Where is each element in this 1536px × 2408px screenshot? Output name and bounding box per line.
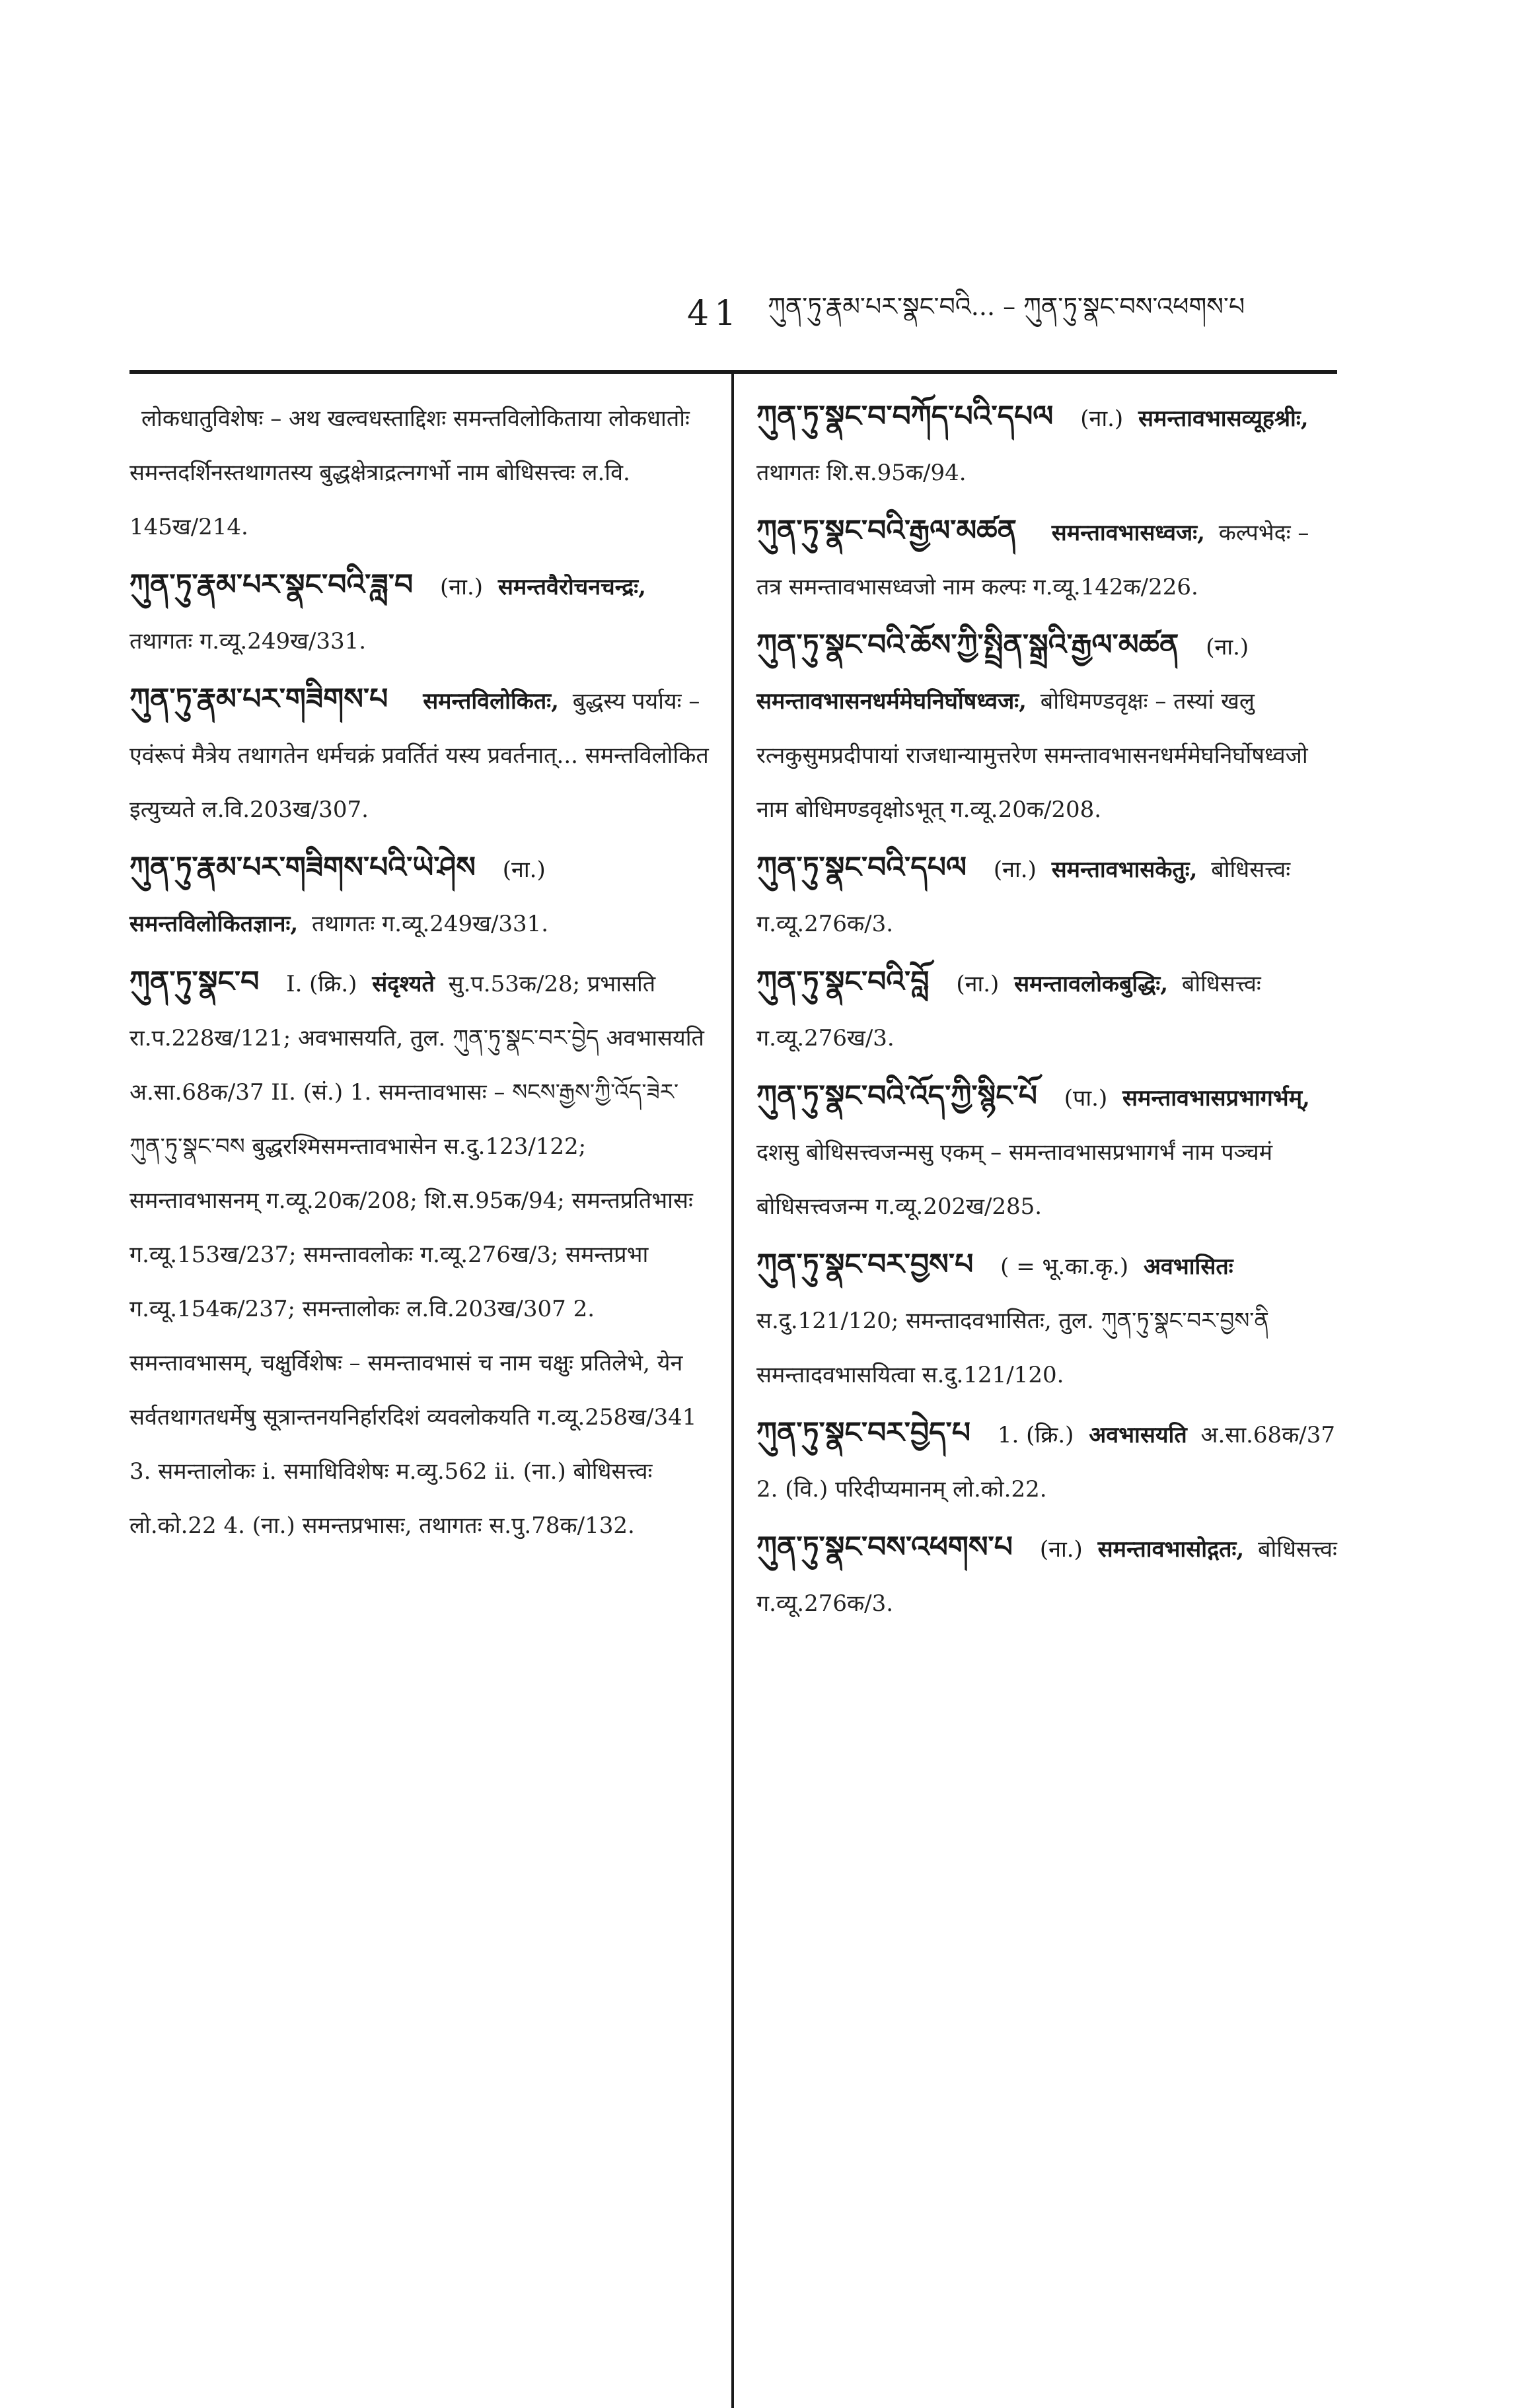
entry-text: बोधिसत्त्वः ग.व्यू.276ख/3. <box>756 971 1261 1051</box>
dictionary-entry <box>129 390 711 554</box>
dictionary-entry <box>756 618 1338 837</box>
entry-tag: I. (क्रि.) <box>286 971 357 997</box>
entry-headword: ཀུན་ཏུ་སྣང་བའི་ཆོས་ཀྱི་སྤྲིན་སྒྲའི་རྒྱལ་མཚན <box>756 628 1179 662</box>
entry-text: बुद्धस्य पर्यायः – एवंरूपं मैत्रेय तथागतेन धर्मचक्रं प्रवर्तितं यस्य प्रवर्तनात्... समन्तविलोकित इत्युच्यते ल.वि.203ख/307. <box>129 688 709 823</box>
entry-text: दशसु बोधिसत्त्वजन्मसु एकम् – समन्तावभासप्रभागर्भं नाम पञ्चमं बोधिसत्त्वजन्म ग.व्यू.202ख/285. <box>756 1139 1273 1220</box>
entry-equivalent: समन्तावभासप्रभागर्भम्, <box>1122 1085 1310 1112</box>
entry-headword: ཀུན་ཏུ་སྣང་བའི་དཔལ <box>756 851 967 884</box>
running-head: ཀུན་ཏུ་རྣམ་པར་སྣང་བའི... – ཀུན་ཏུ་སྣང་བས་འཕགས་པ <box>768 291 1245 321</box>
entry-headword: ཀུན་ཏུ་སྣང་བ་བཀོད་པའི་དཔལ <box>756 400 1054 433</box>
entry-equivalent: संदृश्यते <box>372 971 435 997</box>
entry-headword: ཀུན་ཏུ་སྣང་བ <box>129 965 260 999</box>
entry-text: अ.सा.68क/37 2. (वि.) परिदीप्यमानम् लो.को.22. <box>756 1422 1336 1503</box>
entry-headword: ཀུན་ཏུ་སྣང་བར་བྱེད་པ <box>756 1416 971 1450</box>
entry-equivalent: समन्तावभासनधर्ममेघनिर्घोषध्वजः, <box>756 688 1027 715</box>
entry-tag: (ना.) <box>502 857 546 883</box>
entry-headword: ཀུན་ཏུ་རྣམ་པར་གཟིགས་པ <box>129 682 388 716</box>
entry-text: तथागतः ग.व्यू.249ख/331. <box>129 628 367 655</box>
dictionary-entry <box>756 1520 1338 1631</box>
entry-equivalent: समन्तविलोकितज्ञानः, <box>129 911 299 937</box>
entry-text: सु.प.53क/28; प्रभासति रा.प.228ख/121; अवभासयति, तुल. ཀུན་ཏུ་སྣང་བར་བྱེད अवभासयति अ.सा.68क/37 II. (सं.) 1. समन्तावभासः – སངས་རྒྱས་ཀྱི་འོད་ཟེར་ཀུན་ཏུ་སྣང་བས बुद्धरश्मिसमन्तावभासेन स.दु.123/122; समन्तावभासनम् ग.व्यू.20क/208; शि.स.95क/94; समन्तप्रतिभासः ग.व्यू.153ख/237; समन्तावलोकः ग.व्यू.276ख/3; समन्तप्रभा ग.व्यू.154क/237; समन्तालोकः ल.वि.203ख/307 2. समन्तावभासम्, चक्षुर्विशेषः – समन्तावभासं च नाम चक्षुः प्रतिलेभे, येन सर्वतथागतधर्मेषु सूत्रान्तनयनिर्हारदिशं व्यवलोकयति ग.व्यू.258ख/341 3. समन्तालोकः i. समाधिविशेषः म.व्यु.562 ii. (ना.) बोधिसत्त्वः लो.को.22 4. (ना.) समन्तप्रभासः, तथागतः स.पु.78क/132. <box>129 971 704 1539</box>
entry-equivalent: समन्तविलोकितः, <box>423 688 559 715</box>
entry-tag: (ना.) <box>993 857 1037 883</box>
dictionary-entry <box>756 504 1338 614</box>
dictionary-entry <box>129 841 711 951</box>
entry-text: कल्पभेदः – तत्र समन्तावभासध्वजो नाम कल्पः ग.व्यू.142क/226. <box>756 520 1309 600</box>
column-divider <box>731 374 734 2408</box>
entry-headword: ཀུན་ཏུ་རྣམ་པར་གཟིགས་པའི་ཡེ་ཤེས <box>129 851 476 884</box>
entry-text: बोधिसत्त्वः ग.व्यू.276क/3. <box>756 857 1291 937</box>
entry-tag: (ना.) <box>1206 634 1249 660</box>
running-header <box>687 284 1374 343</box>
dictionary-entry <box>756 1238 1338 1402</box>
right-column <box>756 390 1338 1635</box>
entry-equivalent: अवभासयति <box>1089 1422 1187 1448</box>
entry-tag: (ना.) <box>440 574 484 600</box>
entry-text: स.दु.121/120; समन्तादवभासितः, तुल. ཀུན་ཏུ་སྣང་བར་བྱས་ནི समन्तादवभासयित्वा स.दु.121/120. <box>756 1308 1270 1388</box>
entry-headword: ཀུན་ཏུ་སྣང་བའི་བློ <box>756 965 930 999</box>
entry-tag: (ना.) <box>956 971 1000 997</box>
entry-headword: ཀུན་ཏུ་སྣང་བའི་རྒྱལ་མཚན <box>756 514 1017 548</box>
dictionary-entry <box>129 558 711 668</box>
entry-tag: (ना.) <box>1080 406 1124 432</box>
dictionary-entry <box>756 955 1338 1065</box>
dictionary-entry <box>129 672 711 837</box>
entry-headword: ཀུན་ཏུ་རྣམ་པར་སྣང་བའི་ཟླ་བ <box>129 568 414 602</box>
entry-equivalent: समन्तावभासोद्गतः, <box>1097 1536 1245 1563</box>
entry-equivalent: समन्तावभासव्यूहश्रीः, <box>1138 406 1309 432</box>
dictionary-entry <box>756 1406 1338 1516</box>
entry-tag: (पा.) <box>1064 1085 1108 1112</box>
entry-tag: (ना.) <box>1039 1536 1083 1563</box>
entry-equivalent: समन्तवैरोचनचन्द्रः, <box>497 574 646 600</box>
entry-tag: 1. (क्रि.) <box>997 1422 1074 1448</box>
page-number: 41 <box>687 294 742 334</box>
left-column <box>129 390 711 1557</box>
entry-text: तथागतः ग.व्यू.249ख/331. <box>312 911 549 937</box>
entry-equivalent: अवभासितः <box>1143 1254 1233 1280</box>
entry-equivalent: समन्तावभासकेतुः, <box>1051 857 1198 883</box>
dictionary-entry <box>129 955 711 1553</box>
dictionary-entry <box>756 390 1338 500</box>
dictionary-entry <box>756 1069 1338 1234</box>
entry-headword: ཀུན་ཏུ་སྣང་བས་འཕགས་པ <box>756 1530 1013 1564</box>
dictionary-entry <box>756 841 1338 951</box>
entry-tag: ( = भू.का.कृ.) <box>1000 1254 1129 1280</box>
entry-equivalent: समन्तावभासध्वजः, <box>1051 520 1205 546</box>
entry-text: तथागतः शि.स.95क/94. <box>756 460 967 486</box>
entry-headword: ཀུན་ཏུ་སྣང་བའི་འོད་ཀྱི་སྙིང་པོ <box>756 1079 1037 1113</box>
entry-headword: ཀུན་ཏུ་སྣང་བར་བྱས་པ <box>756 1248 974 1281</box>
entry-text: लोकधातुविशेषः – अथ खल्वधस्ताद्दिशः समन्तविलोकिताया लोकधातोः समन्तदर्शिनस्तथागतस्य बुद्धक्षेत्राद्रत्नगर्भो नाम बोधिसत्त्वः ल.वि. 145ख/214. <box>129 406 690 540</box>
entry-text: बोधिसत्त्वः ग.व्यू.276क/3. <box>756 1536 1337 1617</box>
entry-text: बोधिमण्डवृक्षः – तस्यां खलु रत्नकुसुमप्रदीपायां राजधान्यामुत्तरेण समन्तावभासनधर्ममेघनिर्घोषध्वजो नाम बोधिमण्डवृक्षोऽभूत् ग.व्यू.20क/208. <box>756 688 1308 823</box>
entry-equivalent: समन्तावलोकबुद्धिः, <box>1014 971 1169 997</box>
